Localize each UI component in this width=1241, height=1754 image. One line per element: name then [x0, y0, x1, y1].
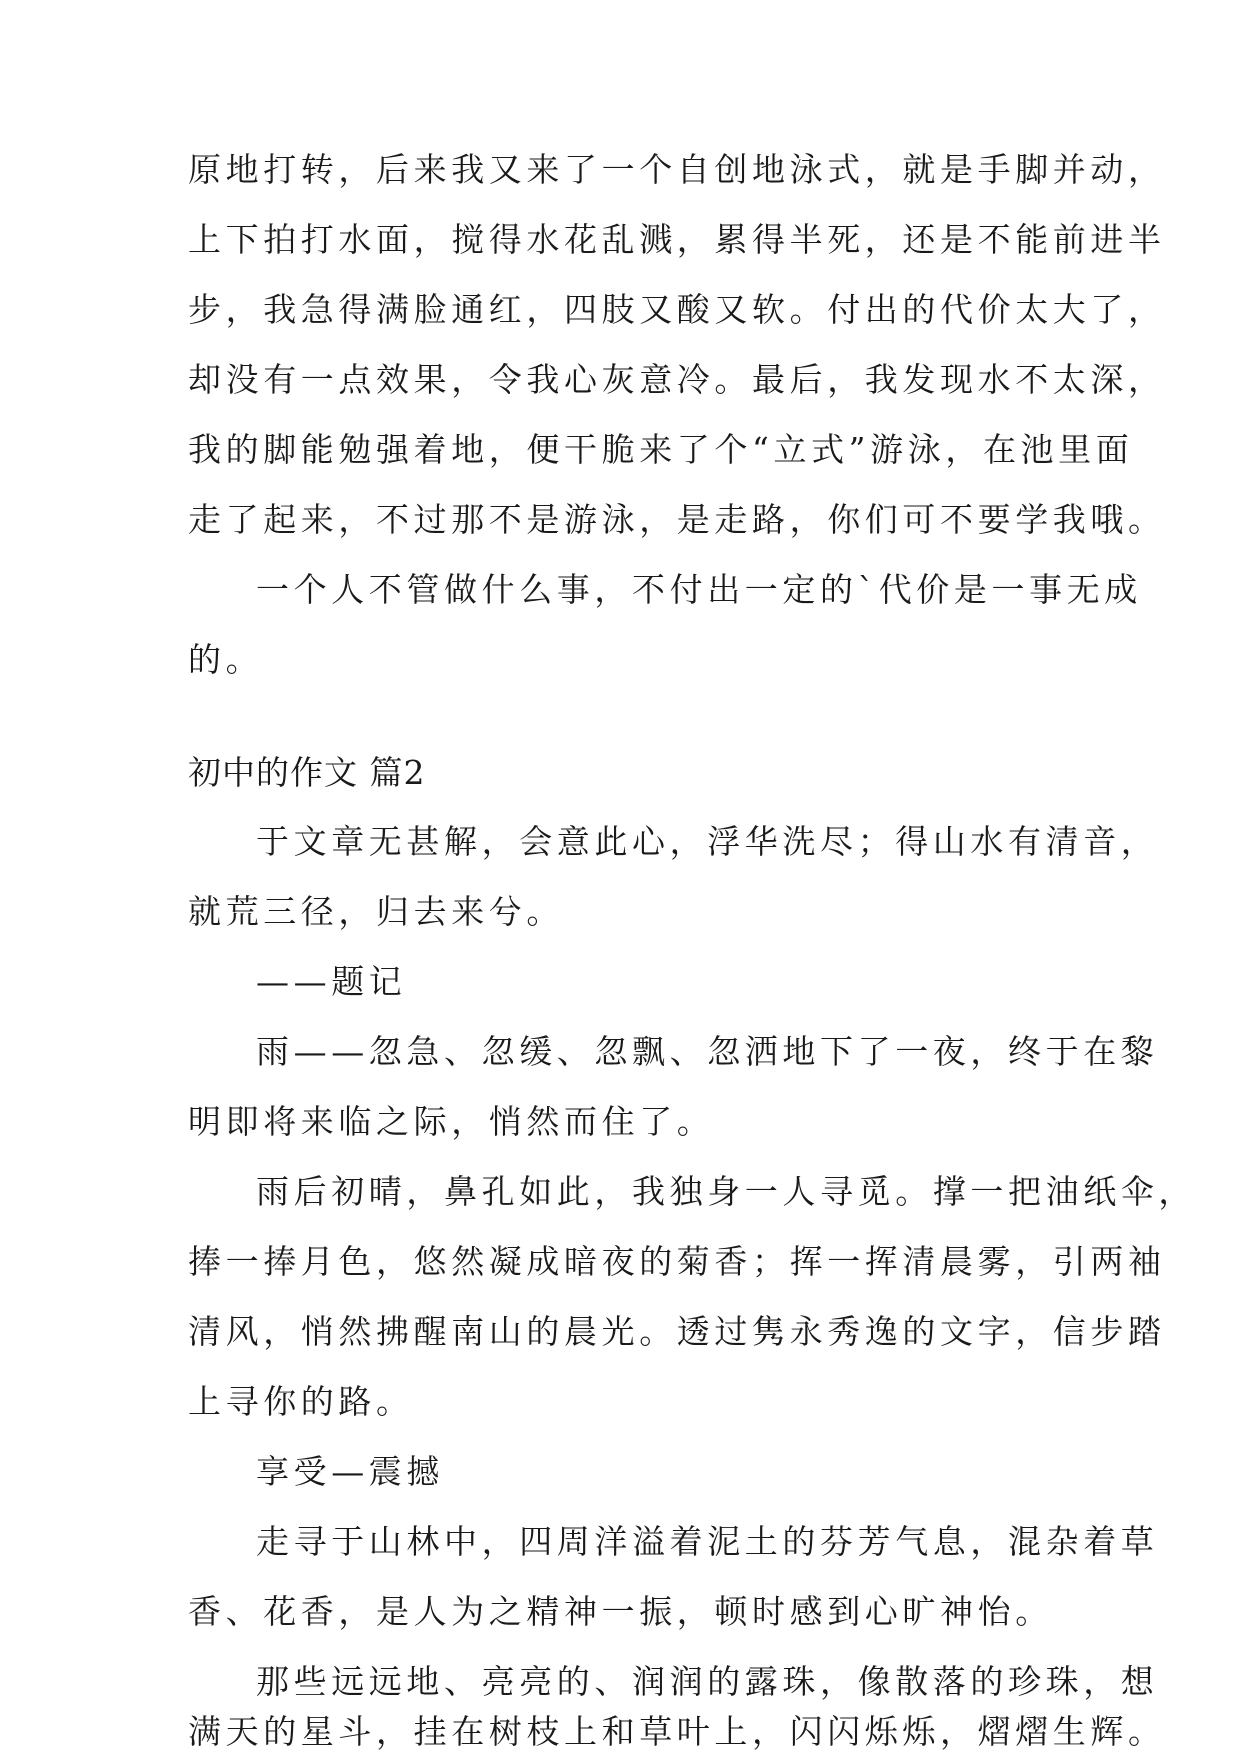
paragraph-line: 走了起来，不过那不是游泳，是走路，你们可不要学我哦。 [188, 500, 1166, 539]
paragraph-line: 清风，悄然拂醒南山的晨光。透过隽永秀逸的文字，信步踏 [188, 1312, 1166, 1351]
paragraph-line: 那些远远地、亮亮的、润润的露珠，像散落的珍珠，想 [256, 1662, 1159, 1701]
paragraph-line: 步，我急得满脸通红，四肢又酸又软。付出的代价太大了， [188, 290, 1166, 329]
paragraph-line: 一个人不管做什么事，不付出一定的`代价是一事无成 [256, 570, 1142, 609]
paragraph-line: 雨——忽急、忽缓、忽飘、忽洒地下了一夜，终于在黎 [256, 1032, 1159, 1071]
section-heading: 初中的作文 篇2 [188, 753, 426, 792]
paragraph-line: 原地打转，后来我又来了一个自创地泳式，就是手脚并动， [188, 150, 1166, 189]
paragraph-line: 捧一捧月色，悠然凝成暗夜的菊香；挥一挥清晨雾，引两袖 [188, 1242, 1166, 1281]
paragraph-line: 雨后初晴，鼻孔如此，我独身一人寻觅。撑一把油纸伞， [256, 1172, 1196, 1211]
paragraph-line: 上寻你的路。 [188, 1382, 414, 1421]
paragraph-line: 却没有一点效果，令我心灰意冷。最后，我发现水不太深， [188, 360, 1166, 399]
subheading-line: 享受—震撼 [256, 1452, 444, 1491]
paragraph-line: 我的脚能勉强着地，便干脆来了个“立式”游泳，在池里面 [188, 430, 1134, 469]
epigraph-attribution: ——题记 [256, 962, 407, 1001]
paragraph-line: 香、花香，是人为之精神一振，顿时感到心旷神怡。 [188, 1592, 1053, 1631]
paragraph-line: 明即将来临之际，悄然而住了。 [188, 1102, 715, 1141]
paragraph-line: 就荒三径，归去来兮。 [188, 892, 564, 931]
paragraph-line: 上下拍打水面，搅得水花乱溅，累得半死，还是不能前进半 [188, 220, 1166, 259]
paragraph-line: 的。 [188, 640, 264, 679]
paragraph-line: 满天的星斗，挂在树枝上和草叶上，闪闪烁烁，熠熠生辉。 [188, 1712, 1166, 1751]
paragraph-line: 走寻于山林中，四周洋溢着泥土的芬芳气息，混杂着草 [256, 1522, 1159, 1561]
paragraph-line: 于文章无甚解，会意此心，浮华洗尽；得山水有清音， [256, 822, 1159, 861]
